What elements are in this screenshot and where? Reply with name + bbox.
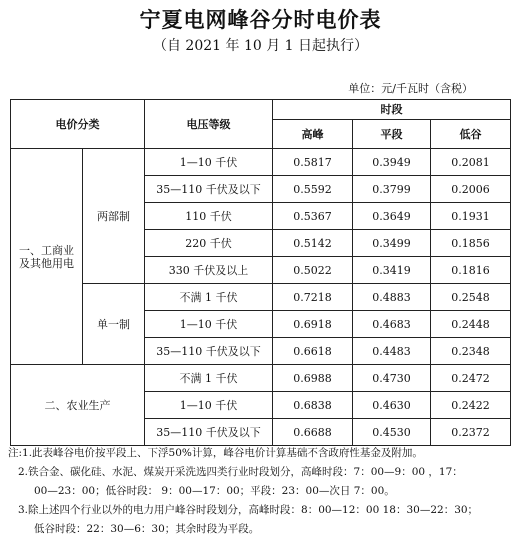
valley-cell: 0.1816 xyxy=(431,257,511,284)
flat-cell: 0.3499 xyxy=(353,230,431,257)
table-row xyxy=(11,365,511,392)
voltage-cell: 330 千伏及以上 xyxy=(145,257,273,284)
peak-cell: 0.6688 xyxy=(273,419,353,446)
subcategory-two-part: 两部制 xyxy=(83,149,145,284)
flat-cell: 0.3649 xyxy=(353,203,431,230)
flat-cell: 0.4730 xyxy=(353,365,431,392)
note-3-line1: 3.除上述四个行业以外的电力用户峰谷时段划分，高峰时段：8：00—12：00 18：30—22：30； xyxy=(18,504,479,516)
notes-section xyxy=(8,444,516,539)
voltage-cell: 220 千伏 xyxy=(145,230,273,257)
voltage-cell: 110 千伏 xyxy=(145,203,273,230)
peak-cell: 0.5592 xyxy=(273,176,353,203)
header-voltage: 电压等级 xyxy=(145,100,273,149)
voltage-cell: 1—10 千伏 xyxy=(145,311,273,338)
flat-cell: 0.4683 xyxy=(353,311,431,338)
header-valley: 低谷 xyxy=(431,120,511,149)
note-2-line2: 00—23：00；低谷时段： 9：00—17：00；平段：23：00—次日 7：00。 xyxy=(34,485,395,497)
peak-cell: 0.5367 xyxy=(273,203,353,230)
page-title: 宁夏电网峰谷分时电价表 xyxy=(139,7,382,32)
peak-cell: 0.6988 xyxy=(273,365,353,392)
valley-cell: 0.1931 xyxy=(431,203,511,230)
valley-cell: 0.2372 xyxy=(431,419,511,446)
voltage-cell: 35—110 千伏及以下 xyxy=(145,419,273,446)
table-row xyxy=(11,149,511,176)
peak-cell: 0.6918 xyxy=(273,311,353,338)
category-industrial xyxy=(11,149,83,365)
valley-cell: 0.2081 xyxy=(431,149,511,176)
flat-cell: 0.3949 xyxy=(353,149,431,176)
header-peak: 高峰 xyxy=(273,120,353,149)
peak-cell: 0.6618 xyxy=(273,338,353,365)
peak-cell: 0.7218 xyxy=(273,284,353,311)
voltage-cell: 1—10 千伏 xyxy=(145,392,273,419)
peak-cell: 0.5817 xyxy=(273,149,353,176)
valley-cell: 0.2006 xyxy=(431,176,511,203)
peak-cell: 0.5022 xyxy=(273,257,353,284)
note-2-line1: 2.铁合金、碳化硅、水泥、煤炭开采洗选四类行业时段划分，高峰时段：7：00—9：00 ，17： xyxy=(18,466,463,478)
valley-cell: 0.1856 xyxy=(431,230,511,257)
page-subtitle: （自 2021 年 10 月 1 日起执行） xyxy=(152,38,369,54)
category-agriculture: 二、农业生产 xyxy=(11,365,145,446)
category-industrial-line1: 一、工商业 xyxy=(19,243,74,257)
header-row xyxy=(11,100,511,120)
flat-cell: 0.4883 xyxy=(353,284,431,311)
peak-cell: 0.6838 xyxy=(273,392,353,419)
voltage-cell: 35—110 千伏及以下 xyxy=(145,338,273,365)
voltage-cell: 1—10 千伏 xyxy=(145,149,273,176)
valley-cell: 0.2422 xyxy=(431,392,511,419)
flat-cell: 0.4483 xyxy=(353,338,431,365)
header-flat: 平段 xyxy=(353,120,431,149)
peak-cell: 0.5142 xyxy=(273,230,353,257)
voltage-cell: 不满 1 千伏 xyxy=(145,365,273,392)
voltage-cell: 35—110 千伏及以下 xyxy=(145,176,273,203)
category-industrial-line2: 及其他用电 xyxy=(19,256,74,270)
header-category: 电价分类 xyxy=(11,100,145,149)
valley-cell: 0.2348 xyxy=(431,338,511,365)
header-period: 时段 xyxy=(273,100,511,120)
valley-cell: 0.2548 xyxy=(431,284,511,311)
note-1: 注:1.此表峰谷电价按平段上、下浮50%计算，峰谷电价计算基础不含政府性基金及附加。 xyxy=(8,447,423,459)
table-row xyxy=(11,284,511,311)
valley-cell: 0.2448 xyxy=(431,311,511,338)
subcategory-single: 单一制 xyxy=(83,284,145,365)
flat-cell: 0.4630 xyxy=(353,392,431,419)
valley-cell: 0.2472 xyxy=(431,365,511,392)
voltage-cell: 不满 1 千伏 xyxy=(145,284,273,311)
note-3-line2: 低谷时段：22：30—6：30；其余时段为平段。 xyxy=(34,523,260,535)
price-table xyxy=(10,99,511,446)
flat-cell: 0.4530 xyxy=(353,419,431,446)
flat-cell: 0.3419 xyxy=(353,257,431,284)
flat-cell: 0.3799 xyxy=(353,176,431,203)
unit-note: 单位：元/千瓦时（含税） xyxy=(348,82,473,95)
